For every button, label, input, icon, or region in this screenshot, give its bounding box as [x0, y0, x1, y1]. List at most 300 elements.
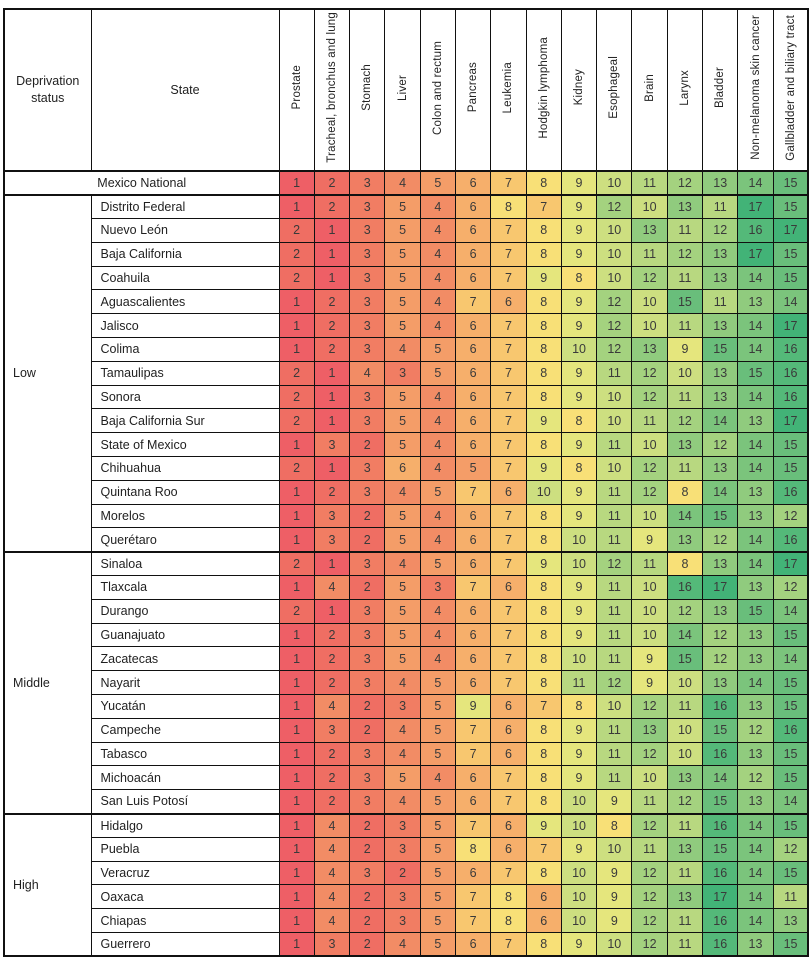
rank-cell: 5 — [420, 480, 455, 504]
rank-cell: 17 — [703, 885, 738, 909]
rank-cell: 11 — [561, 671, 596, 695]
rank-cell: 10 — [597, 695, 632, 719]
rank-cell: 13 — [738, 647, 773, 671]
rank-cell: 5 — [420, 790, 455, 814]
rank-cell: 1 — [279, 480, 314, 504]
rank-cell: 6 — [455, 338, 490, 362]
rank-cell: 3 — [350, 742, 385, 766]
rank-cell: 11 — [667, 219, 702, 243]
state-name-cell: State of Mexico — [91, 433, 279, 457]
rank-cell: 5 — [420, 885, 455, 909]
rank-cell: 12 — [632, 457, 667, 481]
cancer-column-label: Prostate — [290, 65, 303, 110]
rank-cell: 12 — [632, 742, 667, 766]
rank-cell: 16 — [703, 814, 738, 838]
cancer-column-label: Pancreas — [467, 62, 480, 113]
rank-cell: 3 — [420, 576, 455, 600]
table-row — [4, 338, 808, 362]
state-name-cell: Jalisco — [91, 314, 279, 338]
rank-cell: 15 — [667, 647, 702, 671]
rank-cell: 7 — [455, 885, 490, 909]
rank-cell: 4 — [314, 909, 349, 933]
rank-cell: 3 — [350, 290, 385, 314]
rank-cell: 3 — [350, 766, 385, 790]
rank-cell: 1 — [279, 504, 314, 528]
rank-cell: 14 — [738, 266, 773, 290]
rank-cell: 6 — [491, 837, 526, 861]
rank-cell: 1 — [314, 266, 349, 290]
rank-cell: 2 — [279, 361, 314, 385]
rank-cell: 14 — [667, 504, 702, 528]
rank-cell: 12 — [703, 528, 738, 552]
rank-cell: 13 — [703, 599, 738, 623]
cancer-column-label: Liver — [396, 74, 409, 101]
rank-cell: 15 — [703, 718, 738, 742]
rank-cell: 4 — [385, 790, 420, 814]
rank-cell: 12 — [667, 599, 702, 623]
rank-cell: 7 — [491, 385, 526, 409]
rank-cell: 17 — [773, 219, 808, 243]
table-row — [4, 219, 808, 243]
rank-cell: 9 — [526, 457, 561, 481]
rank-cell: 10 — [597, 933, 632, 957]
rank-cell: 5 — [385, 504, 420, 528]
rank-cell: 10 — [667, 361, 702, 385]
rank-cell: 3 — [350, 861, 385, 885]
rank-cell: 15 — [773, 814, 808, 838]
rank-cell: 11 — [597, 647, 632, 671]
rank-cell: 9 — [561, 766, 596, 790]
rank-cell: 15 — [738, 599, 773, 623]
rank-cell: 15 — [773, 266, 808, 290]
rank-cell: 6 — [455, 314, 490, 338]
rank-cell: 10 — [561, 861, 596, 885]
rank-cell: 6 — [455, 647, 490, 671]
rank-cell: 15 — [773, 457, 808, 481]
state-name-cell: Sonora — [91, 385, 279, 409]
rank-cell: 7 — [491, 219, 526, 243]
rank-cell: 17 — [738, 195, 773, 219]
rank-cell: 12 — [632, 909, 667, 933]
rank-cell: 10 — [667, 718, 702, 742]
rank-cell: 10 — [597, 171, 632, 195]
rank-cell: 11 — [773, 885, 808, 909]
rank-cell: 3 — [314, 933, 349, 957]
rank-cell: 5 — [385, 195, 420, 219]
rank-cell: 14 — [738, 314, 773, 338]
rank-cell: 15 — [773, 195, 808, 219]
rank-cell: 7 — [455, 718, 490, 742]
rank-cell: 10 — [632, 504, 667, 528]
rank-cell: 5 — [420, 742, 455, 766]
rank-cell: 7 — [455, 814, 490, 838]
rank-cell: 6 — [455, 528, 490, 552]
rank-cell: 5 — [420, 861, 455, 885]
rank-cell: 7 — [491, 504, 526, 528]
rank-cell: 4 — [420, 433, 455, 457]
cancer-column-label: Gallbladder and biliary tract — [784, 14, 797, 161]
rank-cell: 7 — [491, 623, 526, 647]
rank-cell: 5 — [420, 909, 455, 933]
rank-cell: 12 — [632, 385, 667, 409]
rank-cell: 6 — [455, 933, 490, 957]
rank-cell: 3 — [385, 814, 420, 838]
rank-cell: 2 — [350, 504, 385, 528]
rank-cell: 4 — [314, 576, 349, 600]
rank-cell: 1 — [279, 885, 314, 909]
rank-cell: 13 — [667, 885, 702, 909]
rank-cell: 3 — [350, 195, 385, 219]
rank-cell: 14 — [738, 338, 773, 362]
rank-cell: 1 — [314, 242, 349, 266]
rank-cell: 8 — [491, 195, 526, 219]
rank-cell: 8 — [561, 695, 596, 719]
rank-cell: 9 — [597, 861, 632, 885]
rank-cell: 1 — [279, 171, 314, 195]
rank-cell: 5 — [420, 814, 455, 838]
rank-cell: 6 — [455, 861, 490, 885]
rank-cell: 16 — [773, 480, 808, 504]
cancer-column-label: Stomach — [361, 64, 374, 111]
rank-cell: 1 — [279, 647, 314, 671]
rank-cell: 8 — [526, 504, 561, 528]
rank-cell: 9 — [667, 338, 702, 362]
rank-cell: 13 — [703, 171, 738, 195]
table-row — [4, 266, 808, 290]
rank-cell: 6 — [455, 671, 490, 695]
rank-cell: 6 — [455, 552, 490, 576]
rank-cell: 14 — [703, 480, 738, 504]
rank-cell: 3 — [385, 909, 420, 933]
rank-cell: 9 — [561, 314, 596, 338]
rank-cell: 14 — [703, 409, 738, 433]
state-name-cell: Chiapas — [91, 909, 279, 933]
rank-cell: 2 — [385, 861, 420, 885]
rank-cell: 3 — [385, 695, 420, 719]
rank-cell: 14 — [738, 814, 773, 838]
rank-cell: 2 — [279, 219, 314, 243]
rank-cell: 6 — [455, 790, 490, 814]
cancer-column-label: Colon and rectum — [431, 40, 444, 135]
rank-cell: 1 — [279, 576, 314, 600]
state-name-cell: Michoacán — [91, 766, 279, 790]
rank-cell: 12 — [738, 766, 773, 790]
rank-cell: 5 — [385, 266, 420, 290]
rank-cell: 6 — [455, 219, 490, 243]
rank-cell: 9 — [561, 837, 596, 861]
state-name-cell: Tabasco — [91, 742, 279, 766]
rank-cell: 4 — [420, 409, 455, 433]
rank-cell: 15 — [703, 504, 738, 528]
rank-cell: 8 — [526, 361, 561, 385]
rank-cell: 2 — [314, 314, 349, 338]
rank-cell: 8 — [526, 790, 561, 814]
rank-cell: 1 — [314, 361, 349, 385]
rank-cell: 2 — [279, 457, 314, 481]
column-header-prostate — [279, 9, 314, 171]
rank-cell: 7 — [526, 695, 561, 719]
column-header-leukemia — [491, 9, 526, 171]
rank-cell: 8 — [561, 457, 596, 481]
state-name-cell: Morelos — [91, 504, 279, 528]
rank-cell: 5 — [385, 219, 420, 243]
rank-cell: 4 — [314, 814, 349, 838]
state-name-cell: Aguascalientes — [91, 290, 279, 314]
rank-cell: 10 — [632, 314, 667, 338]
state-name-cell: Zacatecas — [91, 647, 279, 671]
rank-cell: 8 — [667, 480, 702, 504]
rank-cell: 14 — [738, 528, 773, 552]
rank-cell: 14 — [667, 623, 702, 647]
rank-cell: 8 — [491, 909, 526, 933]
rank-cell: 6 — [455, 385, 490, 409]
rank-cell: 7 — [491, 861, 526, 885]
group-label-low: Low — [4, 195, 91, 552]
column-header-esophageal — [597, 9, 632, 171]
rank-cell: 13 — [738, 409, 773, 433]
rank-cell: 10 — [632, 290, 667, 314]
state-name-cell: Guerrero — [91, 933, 279, 957]
rank-cell: 5 — [385, 314, 420, 338]
rank-cell: 10 — [632, 195, 667, 219]
rank-cell: 5 — [420, 933, 455, 957]
rank-cell: 17 — [703, 576, 738, 600]
rank-cell: 16 — [667, 576, 702, 600]
rank-cell: 2 — [314, 671, 349, 695]
rank-cell: 4 — [385, 742, 420, 766]
rank-cell: 7 — [455, 909, 490, 933]
rank-cell: 6 — [491, 718, 526, 742]
rank-cell: 7 — [491, 338, 526, 362]
rank-cell: 14 — [738, 837, 773, 861]
rank-cell: 2 — [314, 290, 349, 314]
rank-cell: 10 — [597, 242, 632, 266]
rank-cell: 6 — [455, 504, 490, 528]
table-row — [4, 409, 808, 433]
rank-cell: 7 — [491, 599, 526, 623]
rank-cell: 5 — [385, 599, 420, 623]
rank-cell: 5 — [385, 623, 420, 647]
rank-cell: 2 — [350, 718, 385, 742]
rank-cell: 14 — [773, 790, 808, 814]
rank-cell: 10 — [526, 480, 561, 504]
rank-cell: 12 — [773, 837, 808, 861]
rank-cell: 11 — [597, 528, 632, 552]
rank-cell: 13 — [667, 528, 702, 552]
group-label-middle: Middle — [4, 552, 91, 814]
rank-cell: 13 — [703, 266, 738, 290]
table-row — [4, 671, 808, 695]
rank-cell: 7 — [455, 576, 490, 600]
rank-cell: 14 — [738, 433, 773, 457]
state-name-cell: Yucatán — [91, 695, 279, 719]
rank-cell: 10 — [667, 671, 702, 695]
rank-cell: 8 — [526, 623, 561, 647]
rank-cell: 13 — [738, 623, 773, 647]
rank-cell: 2 — [350, 933, 385, 957]
rank-cell: 16 — [703, 695, 738, 719]
rank-cell: 2 — [314, 195, 349, 219]
rank-cell: 3 — [314, 433, 349, 457]
rank-cell: 5 — [420, 338, 455, 362]
rank-cell: 3 — [350, 790, 385, 814]
rank-cell: 12 — [667, 242, 702, 266]
rank-cell: 9 — [526, 552, 561, 576]
rank-cell: 13 — [738, 576, 773, 600]
rank-cell: 1 — [314, 409, 349, 433]
rank-cell: 2 — [314, 766, 349, 790]
rank-cell: 14 — [738, 861, 773, 885]
state-name-cell: Campeche — [91, 718, 279, 742]
state-name-cell: Distrito Federal — [91, 195, 279, 219]
rank-cell: 2 — [279, 385, 314, 409]
rank-cell: 10 — [667, 742, 702, 766]
state-name-cell: Tlaxcala — [91, 576, 279, 600]
rank-cell: 10 — [597, 409, 632, 433]
rank-cell: 2 — [350, 528, 385, 552]
rank-cell: 5 — [385, 409, 420, 433]
rank-cell: 14 — [738, 171, 773, 195]
rank-cell: 12 — [703, 623, 738, 647]
rank-cell: 8 — [667, 552, 702, 576]
rank-cell: 2 — [279, 409, 314, 433]
table-header — [4, 9, 808, 171]
rank-cell: 11 — [667, 457, 702, 481]
rank-cell: 12 — [597, 338, 632, 362]
table-row — [4, 576, 808, 600]
rank-cell: 3 — [350, 266, 385, 290]
rank-cell: 4 — [385, 671, 420, 695]
rank-cell: 16 — [773, 338, 808, 362]
rank-cell: 6 — [491, 576, 526, 600]
rank-cell: 6 — [455, 433, 490, 457]
table-row — [4, 314, 808, 338]
table-row — [4, 647, 808, 671]
rank-cell: 8 — [455, 837, 490, 861]
rank-cell: 14 — [703, 766, 738, 790]
state-name-cell: Veracruz — [91, 861, 279, 885]
rank-cell: 11 — [597, 623, 632, 647]
state-name-cell: San Luis Potosí — [91, 790, 279, 814]
rank-cell: 2 — [314, 338, 349, 362]
rank-cell: 11 — [597, 576, 632, 600]
rank-cell: 10 — [632, 576, 667, 600]
rank-cell: 2 — [279, 552, 314, 576]
rank-cell: 8 — [526, 718, 561, 742]
table-row — [4, 718, 808, 742]
cancer-column-label: Esophageal — [608, 56, 621, 119]
rank-cell: 11 — [632, 837, 667, 861]
table-row — [4, 909, 808, 933]
rank-cell: 4 — [420, 242, 455, 266]
rank-cell: 11 — [597, 504, 632, 528]
rank-cell: 6 — [526, 885, 561, 909]
rank-cell: 12 — [597, 195, 632, 219]
rank-cell: 5 — [420, 671, 455, 695]
rank-cell: 8 — [561, 409, 596, 433]
rank-cell: 16 — [773, 528, 808, 552]
rank-cell: 11 — [597, 766, 632, 790]
cancer-column-label: Brain — [643, 73, 656, 102]
column-header-non-melanoma-skin-cancer — [738, 9, 773, 171]
cancer-column-label: Hodgkin lymphoma — [537, 36, 550, 139]
rank-cell: 11 — [632, 790, 667, 814]
table-row — [4, 695, 808, 719]
rank-cell: 1 — [314, 552, 349, 576]
column-header-colon-and-rectum — [420, 9, 455, 171]
rank-cell: 12 — [738, 718, 773, 742]
cancer-column-label: Non-melanoma skin cancer — [749, 15, 762, 160]
table-row — [4, 504, 808, 528]
rank-cell: 13 — [738, 933, 773, 957]
rank-cell: 8 — [526, 433, 561, 457]
rank-cell: 1 — [279, 766, 314, 790]
rank-cell: 4 — [314, 837, 349, 861]
state-name-cell: Baja California — [91, 242, 279, 266]
rank-cell: 3 — [350, 409, 385, 433]
state-name-cell: Nayarit — [91, 671, 279, 695]
table-row — [4, 766, 808, 790]
rank-cell: 5 — [385, 385, 420, 409]
rank-cell: 8 — [526, 290, 561, 314]
rank-cell: 9 — [561, 219, 596, 243]
cancer-column-label: Larynx — [678, 69, 691, 106]
table-row — [4, 933, 808, 957]
rank-cell: 12 — [773, 504, 808, 528]
cancer-column-label: Bladder — [714, 66, 727, 109]
rank-cell: 4 — [420, 766, 455, 790]
rank-cell: 13 — [667, 766, 702, 790]
state-name-cell: Guanajuato — [91, 623, 279, 647]
rank-cell: 2 — [314, 623, 349, 647]
rank-cell: 1 — [279, 718, 314, 742]
rank-cell: 13 — [738, 290, 773, 314]
rank-cell: 13 — [667, 195, 702, 219]
rank-cell: 3 — [350, 457, 385, 481]
rank-cell: 3 — [350, 623, 385, 647]
rank-cell: 12 — [703, 647, 738, 671]
rank-cell: 13 — [632, 338, 667, 362]
rank-cell: 10 — [561, 647, 596, 671]
rank-cell: 13 — [632, 219, 667, 243]
rank-cell: 1 — [314, 385, 349, 409]
rank-cell: 1 — [279, 433, 314, 457]
rank-cell: 13 — [703, 671, 738, 695]
rank-cell: 6 — [455, 599, 490, 623]
rank-cell: 11 — [632, 171, 667, 195]
rank-cell: 13 — [667, 433, 702, 457]
table-row — [4, 790, 808, 814]
rank-cell: 8 — [491, 885, 526, 909]
rank-cell: 17 — [773, 409, 808, 433]
column-header-bladder — [703, 9, 738, 171]
rank-cell: 11 — [597, 361, 632, 385]
rank-cell: 6 — [491, 814, 526, 838]
rank-cell: 7 — [491, 361, 526, 385]
rank-cell: 1 — [279, 695, 314, 719]
rank-cell: 12 — [597, 290, 632, 314]
rank-cell: 8 — [526, 861, 561, 885]
rank-cell: 14 — [773, 647, 808, 671]
rank-cell: 11 — [597, 599, 632, 623]
rank-cell: 1 — [279, 933, 314, 957]
rank-cell: 3 — [385, 837, 420, 861]
rank-cell: 1 — [279, 671, 314, 695]
rank-cell: 5 — [385, 290, 420, 314]
cancer-column-label: Tracheal, bronchus and lung — [325, 12, 338, 163]
rank-cell: 8 — [526, 385, 561, 409]
rank-cell: 6 — [385, 457, 420, 481]
